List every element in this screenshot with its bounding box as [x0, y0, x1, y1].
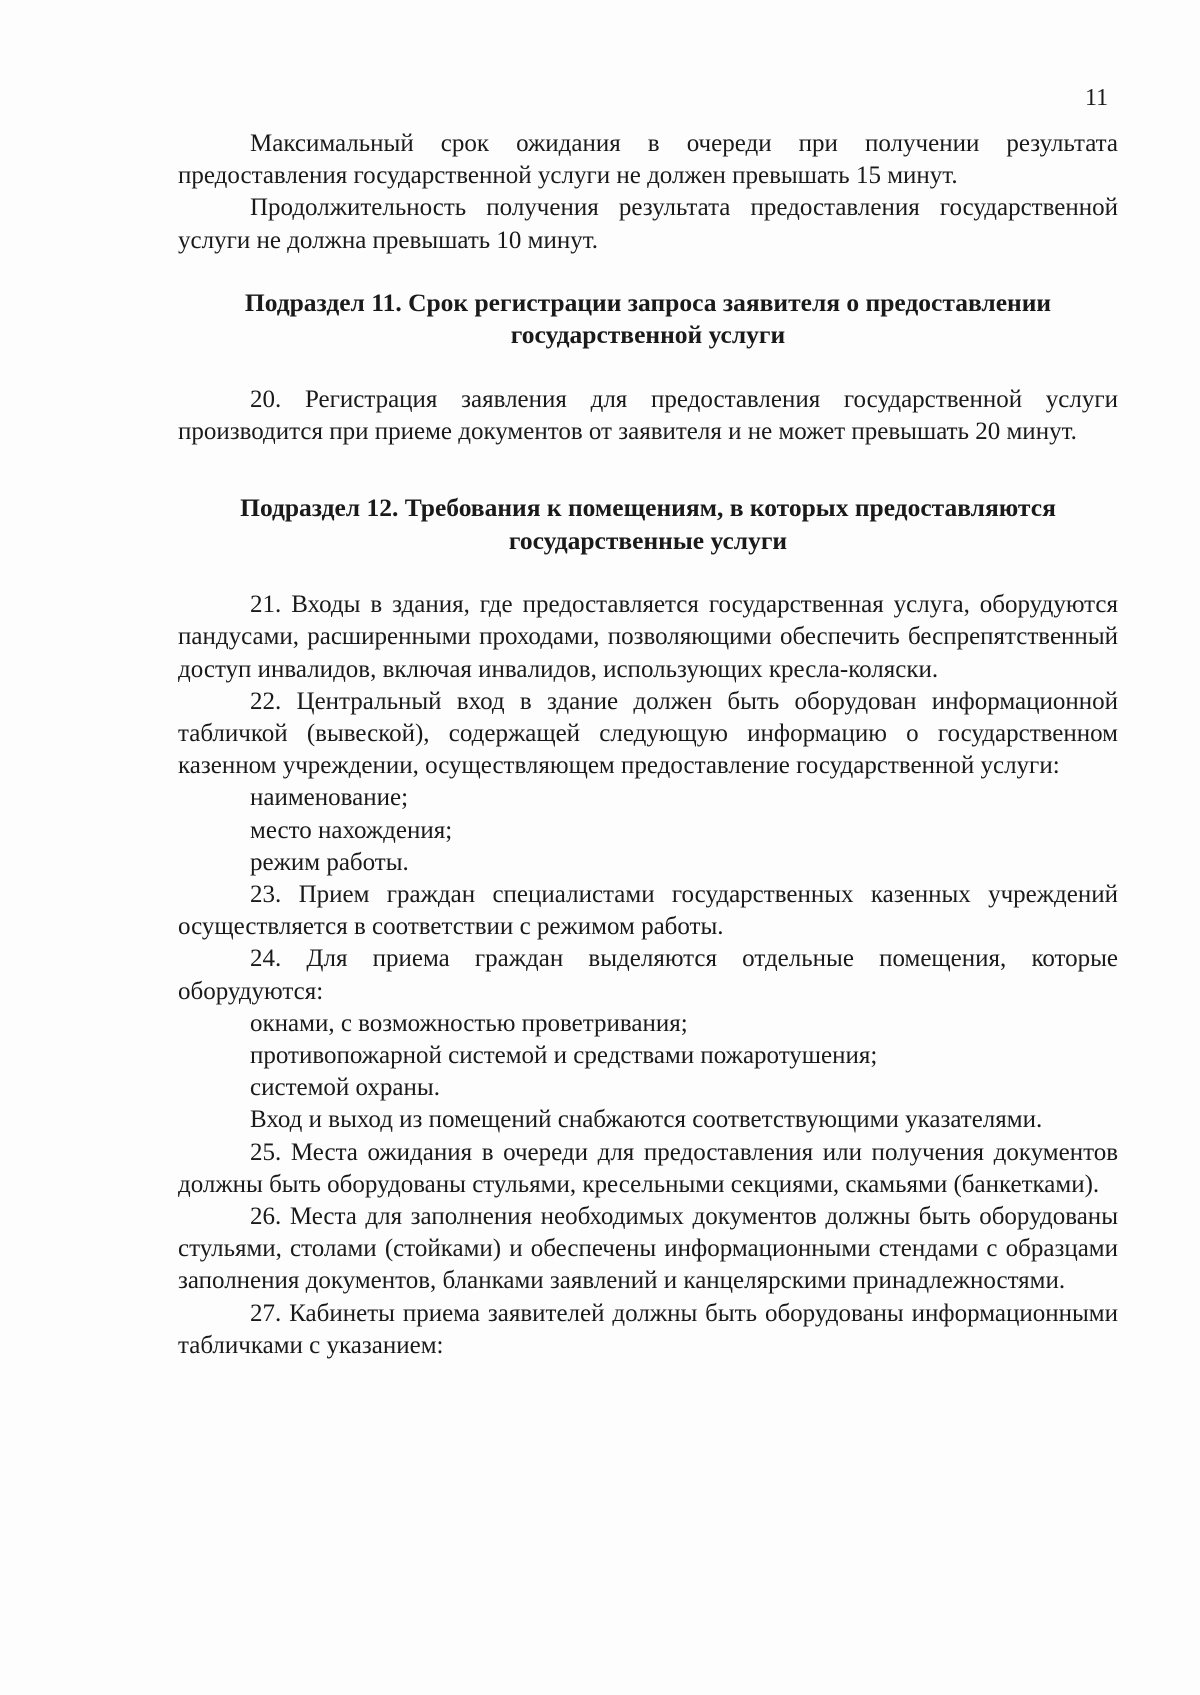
section-heading-12-line-2: государственные услуги — [508, 525, 788, 555]
paragraph-entrance-exit: Вход и выход из помещений снабжаются соответствующими указателями. — [250, 1106, 1043, 1134]
paragraph-27: 27. Кабинеты приема заявителей должны быть оборудованы информационными табличками с указанием: — [178, 1299, 1118, 1359]
list-item-location: место нахождения; — [250, 816, 453, 844]
list-item-security: системой охраны. — [250, 1074, 440, 1102]
list-item-fire-system: противопожарной системой и средствами пожаротушения; — [250, 1042, 878, 1070]
list-item-work-hours: режим работы. — [250, 848, 409, 876]
paragraph-25: 25. Места ожидания в очереди для предоставления или получения документов должны быть оборудованы стульями, кресельными секциями, скамьями (банкетками). — [178, 1138, 1118, 1198]
page-number: 11 — [1085, 85, 1109, 111]
paragraph-queue-wait: Максимальный срок ожидания в очереди при получении результата предоставления государственной услуги не должен превышать 15 минут. — [178, 130, 1118, 190]
document-body — [178, 128, 1118, 1362]
section-heading-11-line-1: Подраздел 11. Срок регистрации запроса заявителя о предоставлении — [244, 287, 1052, 317]
paragraph-26: 26. Места для заполнения необходимых документов должны быть оборудованы стульями, столами (стойками) и обеспечены информационными стендами с образцами заполнения документов, бланками заявлений и канцелярскими принадлежностями. — [178, 1203, 1118, 1295]
paragraph-result-duration: Продолжительность получения результата предоставления государственной услуги не должна превышать 10 минут. — [178, 194, 1118, 254]
list-item-windows: окнами, с возможностью проветривания; — [250, 1009, 688, 1037]
paragraph-21: 21. Входы в здания, где предоставляется государственная услуга, оборудуются пандусами, расширенными проходами, позволяющими обеспечить беспрепятственный доступ инвалидов, включая инвалидов, использующих кресла-коляски. — [178, 591, 1118, 683]
section-heading-12-line-1: Подраздел 12. Требования к помещениям, в которых предоставляются — [240, 493, 1056, 523]
paragraph-20: 20. Регистрация заявления для предоставления государственной услуги производится при приеме документов от заявителя и не может превышать 20 минут. — [178, 385, 1118, 446]
paragraph-24: 24. Для приема граждан выделяются отдельные помещения, которые оборудуются: — [178, 945, 1118, 1005]
list-item-name: наименование; — [250, 784, 409, 812]
paragraph-23: 23. Прием граждан специалистами государственных казенных учреждений осуществляется в соответствии с режимом работы. — [178, 881, 1118, 941]
paragraph-22: 22. Центральный вход в здание должен быть оборудован информационной табличкой (вывеской), содержащей следующую информацию о государственном казенном учреждении, осуществляющем предоставление государственной услуги: — [178, 687, 1118, 780]
section-heading-11-line-2: государственной услуги — [510, 320, 786, 350]
